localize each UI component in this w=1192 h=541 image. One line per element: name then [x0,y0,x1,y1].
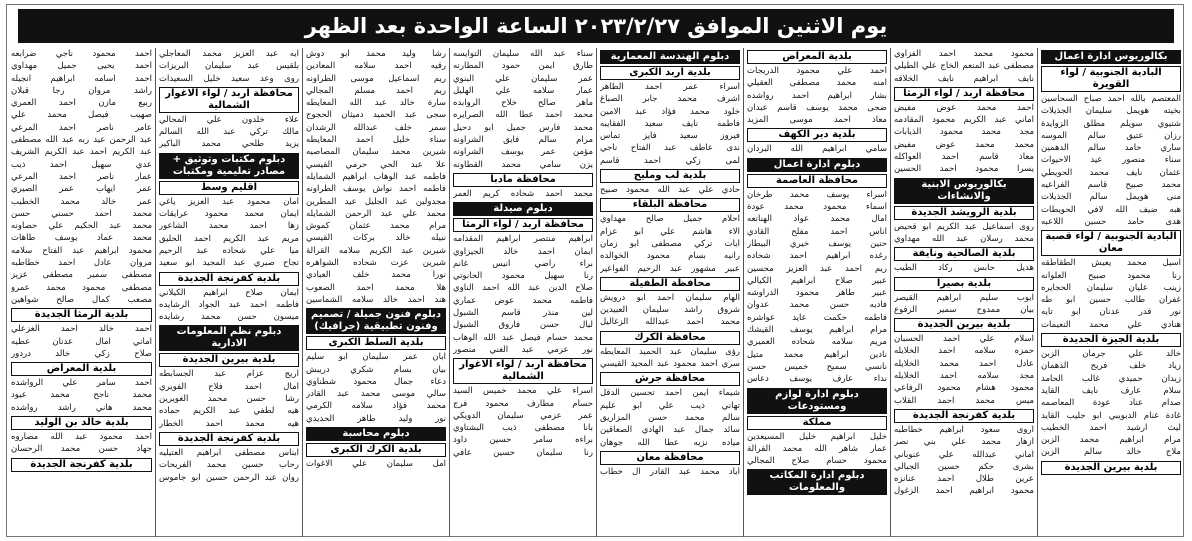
column-8 [8,48,155,537]
candidate-name: احمد خالد احمد الغزعلي [11,324,152,335]
section-heading: بلدية بيرين الجديدة [1041,461,1181,475]
candidate-name: محمد حسام فيصل عبد الله الوهاب [453,332,593,343]
candidate-name: نداء عارف يوسف دعاس [747,374,887,385]
candidate-name: مياده نزيه عطا الله جوهان [600,437,740,448]
candidate-name: عبير طاهر محمود الدراوشه [747,288,887,299]
candidate-name: منى هويمل سالم الجذيلات [1041,192,1181,203]
candidate-name: رشا حسن محمد الغويرين [159,394,299,405]
candidate-name: رزان عتيق سالم الموسه [1041,130,1181,141]
candidate-name: نبيله خالد بركات القيسي [306,233,446,244]
candidate-name: ابراهيم منتصر ابراهيم المقدامه [453,234,593,245]
section-heading: مملكة [747,416,887,430]
candidate-name: مريم سلامه شحاده العميري [747,337,887,348]
candidate-name: مالك تركي عبد الله السالم [159,127,299,138]
candidate-name: معاذ قاسم احمد العواكله [894,152,1034,163]
candidate-name: عمار ناصر احمد المرعي [11,171,152,182]
candidate-name: اريج عزام عبد الجسابطه [159,369,299,380]
section-heading: محافظة مادبا [453,173,593,187]
candidate-name: محمد عماد يوسف طاهات [11,233,152,244]
candidate-name: صلاح زكي خالد دردور [11,348,152,359]
candidate-name: نادين ابراهيم محمد متيل [747,349,887,360]
candidate-name: بيان بسام شكري دريبش [306,364,446,375]
section-heading: محافظة الكرك [600,331,740,345]
candidate-name: مؤمن عمر يوسف الشراونه [453,147,593,158]
candidate-name: اسراء يوسف محمد طرخان [747,189,887,200]
program-heading: بكالوريوس ادارة اعمال [1041,50,1181,64]
candidate-name: صلاح الدين عبد الله احمد الناوي [453,283,593,294]
section-heading: بلدية خالد بن الوليد [11,416,152,430]
candidate-name: براءه سامر حسين داود [453,435,593,446]
candidate-name: الاء هاشم علي ابو عزام [600,226,740,237]
candidate-name: عرين طلال احمد عنانزه [894,474,1034,485]
candidate-name: اماني عبدالله علي عنوباني [894,449,1034,460]
candidate-name: محمد علي عبد الرحمن الشمايله [306,208,446,219]
program-heading: دبلوم ادارة اعمال [747,158,887,172]
program-heading: دبلوم ادارة لوازم ومستودعات [747,388,887,414]
candidate-name: عادل احمد محمد الخلايله [894,358,1034,369]
candidate-name: اسلام علي احمد الحسبان [894,334,1034,345]
section-heading: محافظة اربد / لواء الرمثا [894,87,1034,101]
candidate-name: شيرين عبد الكريم سلامه القرالة [306,245,446,256]
section-heading: محافظة معان [600,451,740,465]
candidate-name: ليث ارشيد احمد الخطيب [1041,422,1181,433]
section-heading: بلدية بصيرا [894,277,1034,291]
candidate-name: احمد محمود عبد الله مصاروه [11,432,152,443]
candidate-name: محمود حسام صلاح المجالي [747,456,887,467]
candidate-name: ايمان محمد محمود عرايقات [159,209,299,220]
candidate-name: غفران طالب حسين ابو طه [1041,295,1181,306]
candidate-name: تهاني ذيب علي ابو عليم [600,400,740,411]
column-6 [302,48,449,537]
column-5 [449,48,596,537]
candidate-name: هبه ضيف الله لافي الحويطات [1041,204,1181,215]
program-heading: دبلوم نظم المعلومات الادارية [159,325,299,351]
candidate-name: محمد عبد الحكيم علي حصاونه [11,221,152,232]
program-heading: دبلوم الهندسة المعمارية [600,50,740,64]
section-heading: بلدية الجيزة الجديدة [1041,333,1181,347]
candidate-name: هديل حابس ركاد الطيب [894,263,1034,274]
candidate-name: ماهر صالح خلاح الروابده [453,98,593,109]
candidate-name: صهيب فيصل محمد علي [11,110,152,121]
candidate-name: خليل ابراهيم خليل المسيعدين [747,431,887,442]
candidate-name: امال احمد فلاح الفويري [159,381,299,392]
column-1 [1037,48,1184,537]
candidate-name: عبير صلاح ابراهيم الكيالي [747,275,887,286]
candidate-name: رانيه بسام محمود الخوالده [600,251,740,262]
candidate-name: مريم عبد الكريم احمد الحليق [159,233,299,244]
column-2 [890,48,1037,537]
candidate-name: شروق راشد سليمان العبيدين [600,305,740,316]
candidate-name: هدى حامد حسين اللاعبه [1041,216,1181,227]
candidate-name: عمر ايهاب عمر الصيري [11,184,152,195]
candidate-name: رؤى سليمان عبد الحميد المعايطه [600,346,740,357]
candidate-name: فاديه حسن محمد عدوان [747,300,887,311]
program-heading: دبلوم صيدلة [453,202,593,216]
candidate-name: محمد فؤاد سلامه الكرمي [306,401,446,412]
section-heading: بلدية اربد الكبرى [600,66,740,80]
section-heading: بلدية الصالحية ونايفة [894,247,1034,261]
candidate-name: زياد خلف فريح الدهمان [1041,361,1181,372]
candidate-name: خلود محمد فؤاد عبد الامين [600,106,740,117]
candidate-name: محمود ابراهيم عبد الفتاح سلامه [11,245,152,256]
candidate-name: عمر عزمي سليمان الدويكي [453,410,593,421]
candidate-name: سائد جمال عبد الهادي الصعاقين [600,425,740,436]
column-7 [155,48,302,537]
candidate-name: نور قدر عدنان ابو تايه [1041,307,1181,318]
candidate-name: محمود ابراهيم احمد الزغول [894,486,1034,497]
candidate-name: راشد مروان رجا قبلان [11,85,152,96]
candidate-name: اروى سعود ابراهيم خطاطبه [894,424,1034,435]
section-heading: بلدية المعراض [11,362,152,376]
candidate-name: ريم اسماعيل موسى الطراونه [306,73,446,84]
candidate-name: فاطمه محمد عوض عماري [453,295,593,306]
section-heading: البادية الجنوبية / لواء القويرة [1041,66,1181,92]
candidate-name: نانسي سميح خميس حسن [747,361,887,372]
candidate-name: ضحى محمد يوسف قاسم عبدان [747,102,887,113]
candidate-name: مجد سلامه احمد الخلايله [894,371,1034,382]
candidate-name: رنا محمود صبيح العلوانه [1041,270,1181,281]
candidate-name: يزن سامي محمد القطاونه [453,159,593,170]
candidate-name: سلام عارف نايف القايد [1041,385,1181,396]
candidate-name: امان محمود عبد العزيز ياغي [159,196,299,207]
candidate-name: صدام عناد عودة المعاصمه [1041,398,1181,409]
candidate-name: سارة خالد عبد الله المعايطه [306,98,446,109]
candidate-name: لين منذر قاسم الشبول [453,308,593,319]
section-heading: بلدية بيرين الجديدة [159,353,299,367]
candidate-name: نور وليد طاهر الحديدي [306,413,446,424]
candidate-name: بانا مصطفى ذيب البشتاوي [453,423,593,434]
candidate-name: علاء خلدون علي المحالي [159,114,299,125]
section-heading: بلدية بيرين الجديدة [894,318,1034,332]
candidate-name: بيان ممدوح سمير الرفوع [894,304,1034,315]
program-heading: دبلوم مكتبات وتوثيق + مصادر تعليمية ومكتبات [159,153,299,179]
candidate-name: فاطمه نايف سعيد الفقايبه [600,118,740,129]
candidate-name: ليال حسن فاروق الشبول [453,320,593,331]
candidate-name: شيماء ايمن احمد تحسين الدقل [600,388,740,399]
candidate-name: ميسون حسن محمد رشايده [159,312,299,323]
section-heading: بلدية كفرنجة الجديدة [894,409,1034,423]
candidate-name: عمار شاهر الله محمد القرالة [747,443,887,454]
candidate-name: محمد ناجح محمد عيود [11,390,152,401]
candidate-name: عامر ناصر احمد المرعي [11,122,152,133]
candidate-name: رنا سليمان حسين عافي [453,447,593,458]
candidate-name: ريم احمد عبد العزيز محسين [747,263,887,274]
candidate-name: مصطفى محمود محمد عمرو [11,282,152,293]
candidate-name: يزيد طلحي محمد الباكير [159,139,299,150]
section-heading: بلدية كفرنجة الجديدة [159,432,299,446]
candidate-name: احمد محمود ناجي ضرابعه [11,49,152,59]
column-4 [596,48,743,537]
candidate-name: ايه عبد العزيز محمد المعاجلي [159,49,299,59]
candidate-name: عمار سلامه علي الهليل [453,85,593,96]
candidate-name: امال محمد عواد الهنانعه [747,214,887,225]
candidate-name: اماني عبد الكريم محمود المقادمه [894,115,1034,126]
candidate-name: ازهار محمد علي بني نصر [894,437,1034,448]
candidate-name: ربيع مازن احمد العمري [11,98,152,109]
candidate-name: محمد احمد عطا الله الصرايره [453,110,593,121]
candidate-name: ابان عمر سليمان ابو سليم [306,352,446,363]
candidate-name: عبير مشهور عبد الرحيم الفواعير [600,263,740,274]
candidate-name: محمد محمد عوض مفيض [894,139,1034,150]
candidate-name: احمد يحيى جميل مهداوي [11,61,152,72]
candidate-name: ايمان احمد خالد الجيزاوي [453,246,593,257]
section-heading: محافظة جرش [600,372,740,386]
candidate-name: عدي سهيل احمد ذيب [11,159,152,170]
candidate-name: اماني امال عدنان عطيه [11,336,152,347]
candidate-name: حادي علي عبد الله محمود صبيح [600,185,740,196]
candidate-name: روى اسماعيل عبد الكريم ابو قحيص [894,221,1034,232]
candidate-name: المعتصم بالله احمد صباح السحاسين [1041,94,1181,104]
candidate-name: محمد احمد حسني حسن [11,208,152,219]
candidate-name: حمزه سلامه احمد الخلايله [894,346,1034,357]
candidate-name: احمد علي محمود الدريجات [747,66,887,76]
candidate-name: مرام ابراهيم يوسف القيشك [747,325,887,336]
candidate-name: مرام ابراهيم محمد الزبن [1041,435,1181,446]
candidate-name: سجى عبد الحميد دميثان الحجوج [306,110,446,121]
candidate-name: اشرف محمد جابر الصباغ [600,94,740,105]
candidate-name: سناء منصور عيد الاحيوات [1041,155,1181,166]
candidate-name: تجاح صبري عبد المجيد ابو سعيد [159,258,299,269]
section-heading: بلدية الكرك الكبرى [306,443,446,457]
candidate-name: مجدولين عبد الجليل عيد المطرين [306,196,446,207]
candidate-name: مروان عادل احمد خطاطبه [11,258,152,269]
candidate-name: طارق ايمن حمود المطارنه [453,61,593,72]
candidate-name: سمر خلف عبدالله الرشدان [306,122,446,133]
candidate-name: محمود محمد احمد الفزاوي [894,49,1034,59]
candidate-name: عبد الرحمن عيد ربه عبد الله مصطفى [11,135,152,146]
candidate-name: يسرا محمود احمد الحسين [894,164,1034,175]
candidate-name: امنه محمد مصطفى العقيلي [747,78,887,89]
candidate-name: زينب عليان سليمان الحجايره [1041,282,1181,293]
program-heading: بكالوريوس الابنية والانشاءات [894,178,1034,204]
candidate-name: خالد علي جرمان الزبن [1041,349,1181,360]
candidate-name: مصطفى سمير مصطفى عزيز [11,270,152,281]
candidate-name: نور عزمي عبد الغني منصور [453,344,593,355]
candidate-name: احمد سامر علي الرواشده [11,378,152,389]
candidate-name: رغده ابراهيم احمد شحاده [747,251,887,262]
section-heading: اقليم وسط [159,181,299,195]
section-heading: محافظة الطفيلة [600,277,740,291]
candidate-name: علا عبد الحي حرمي القيسي [306,159,446,170]
candidate-name: هيه لطفي عبد الكريم حماده [159,406,299,417]
candidate-name: فاطمه عبد الوهاب ابراهيم الشمايله [306,171,446,182]
candidate-name: رحاب حسين محمد الفريحات [159,460,299,471]
candidate-name: شتيوي سويلم مطلق الزوايدة [1041,118,1181,129]
program-heading: دبلوم محاسبة [306,427,446,441]
candidate-name: روان عبد الرحمن حسين ابو جاموس [159,472,299,483]
candidate-name: سناء عبد الله سليمان التوايسه [453,49,593,59]
section-heading: محافظة اربد / لواء الاغوار الشمالية [453,358,593,384]
candidate-name: عمر سليمان علي البنوي [453,73,593,84]
section-heading: بلدية كفرنجة الجديدة [159,272,299,286]
section-heading: بلدية الرمثا الجديدة [11,308,152,322]
candidate-name: براء راضي انيس غانم [453,258,593,269]
candidate-name: ايمان صلاح ابراهيم الكيلاني [159,287,299,298]
section-heading: بلدية كفرنجة الجديدة [11,458,152,472]
candidate-name: اناس احمد مفلح القادي [747,226,887,237]
candidate-name: سري احمد محمود عبد المجيد القيسي [600,359,740,370]
candidate-name: بخيته هويمل سليمان الجذيلات [1041,106,1181,117]
candidate-name: احمد اسامه ابراهيم انجيله [11,73,152,84]
candidate-name: معاذ احمد موسى المزيد [747,115,887,126]
candidate-name: محمد صبيح قاسم الفراعيه [1041,180,1181,191]
date-banner: يوم الاثنين الموافق ٢٠٢٣/٢/٢٧ الساعة الواحدة بعد الظهر [18,9,1174,43]
candidate-name: اسماء محمود محمد عودة [747,202,887,213]
candidate-name: غادة غنام الدبويبي ابو جليب القايد [1041,410,1181,421]
candidate-name: احمد محمد عوض مفيض [894,102,1034,113]
candidate-name: سالم محمد حسن المزاريق [600,412,740,423]
program-heading: دبلوم ادارة المكاتب والمعلومات [747,469,887,495]
candidate-name: بشرى حكم حسين الجبالي [894,461,1034,472]
candidate-name: زها احمد محمد الشاعور [159,221,299,232]
candidate-name: روى وعد سعيد خليل السعيدات [159,73,299,84]
candidate-name: فاطمه احمد نواش يوسف الطراونه [306,184,446,195]
candidate-name: مصطفى عبد المنعم الخاج علي الطيلي [894,61,1034,72]
candidate-name: احلام جميل صالح مهداوي [600,214,740,225]
section-heading: بلدية دير الكهف [747,128,887,142]
section-heading: محافظة اربد / لواء الاغوار الشمالية [159,87,299,113]
candidate-name: لمى زكي احمد قاسم [600,155,740,166]
candidate-name: ريم احمد مسلم المجالي [306,85,446,96]
candidate-name: مرام سالم فايق الشراونه [453,135,593,146]
candidate-name: محمود هشام محمود الرفاعي [894,383,1034,394]
candidate-name: ساري حامد سالم الدهمين [1041,143,1181,154]
section-heading: البادية الجنوبية / لواء قصبة معان [1041,230,1181,256]
candidate-name: مصعب كمال صالح شواهين [11,294,152,305]
candidate-name: عثمان نايف محمد الحويطي [1041,167,1181,178]
section-heading: محافظة اربد / لواء الرمثا [453,218,593,232]
section-heading: بلدية السلط الكبرى [306,336,446,350]
candidate-name: ملاح خالد سالم الزبن [1041,447,1181,458]
candidate-name: جهاد حسن محمد الرحسان [11,444,152,455]
candidate-name: رقيه احمد سلامه المعادين [306,61,446,72]
candidate-name: بشار ابراهيم احمد رواشده [747,90,887,101]
candidate-name: ايات تركي مصطفى ابو زمان [600,238,740,249]
candidate-name: عمر خالد محمد الخطيب [11,196,152,207]
section-heading: بلدية الرويشد الجديدة [894,206,1034,220]
candidate-name: مرام محمد عثمان كموش [306,221,446,232]
section-heading: محافظة العاصمة [747,174,887,188]
candidate-name: اسراء عمر احمد الطاهر [600,82,740,92]
candidate-name: هيه محمد احمد الخطار [159,418,299,429]
candidate-name: حسام مطارف محمود فرج [453,398,593,409]
candidate-name: فاطمه احمد عبد الجواد الرشايده [159,299,299,310]
candidate-name: محمد فارس جميل ابو دحيل [453,122,593,133]
candidate-name: سناء خليل احمد المعايطه [306,135,446,146]
candidate-name: هلا محمد احمد الصعوب [306,282,446,293]
candidate-name: ميس محمد احمد القلاب [894,395,1034,406]
section-heading: بلدية المعراض [747,50,887,64]
candidate-name: ايناس مصطفى ابراهيم العتيليه [159,447,299,458]
candidate-name: ميا علي شحاده عبد الرحيم [159,245,299,256]
candidate-name: سالي موسى محمد عبد القادر [306,389,446,400]
candidate-name: محمد رسلان عبد الله مهداوي [894,233,1034,244]
candidate-name: الهام سليمان احمد ابو درويش [600,292,740,303]
results-columns [8,48,1184,537]
candidate-name: حنين يوسف خيري البيطار [747,238,887,249]
candidate-name: اسراء علي محمد خميس السيد [453,386,593,397]
candidate-name: دعاء جمال محمود شطناوي [306,376,446,387]
candidate-name: مجد محمد محمود الذيابات [894,127,1034,138]
section-heading: بلدية لب ومليح [600,169,740,183]
candidate-name: ايوب سليم ابراهيم القيصر [894,292,1034,303]
candidate-name: رنا سهيل محمود الحانوتي [453,271,593,282]
section-heading: محافظة البلقاء [600,198,740,212]
candidate-name: امل سليمان علي الاغوات [306,459,446,470]
candidate-name: عبد الكريم احمد عبد الكريم الشريف [11,147,152,158]
column-3 [743,48,890,537]
candidate-name: هند احمد خالد سلامه الشماسين [306,294,446,305]
candidate-name: فيروز سعيد فايز تماس [600,131,740,142]
candidate-name: نايف ابراهيم نايف الخلاقه [894,73,1034,84]
candidate-name: نورا محمد خلف العبادي [306,270,446,281]
candidate-name: محمد هاني راشد رواشده [11,402,152,413]
candidate-name: بلقيس عبد سليمان البريزات [159,61,299,72]
candidate-name: زيدان حميدي غالب الحامد [1041,373,1181,384]
candidate-name: اسيل محمد يعيش الطقاطقه [1041,258,1181,269]
candidate-name: فاطمه حكمت عايد عواشره [747,312,887,323]
candidate-name: رشا وليد محمد ابو دوش [306,49,446,59]
candidate-name: اياد محمد عبد القادر ال خطاب [600,466,740,477]
candidate-name: شيرين محمد سليمان المصاصيه [306,147,446,158]
candidate-name: ندى عاطف عبد الفتاح ناجي [600,143,740,154]
candidate-name: شيرين عزت شحاده الشواهره [306,258,446,269]
candidate-name: محمد احمد عبدالله الزغاليل [600,317,740,328]
candidate-name: هنادي علي محمد النعيمات [1041,319,1181,330]
candidate-name: محمد احمد شحاده كريم العمر [453,188,593,199]
candidate-name: سامي ابراهيم الله البردان [747,144,887,155]
program-heading: دبلوم فنون جميلة / تصميم وفنون تطبيقية (جرافيك) [306,308,446,334]
